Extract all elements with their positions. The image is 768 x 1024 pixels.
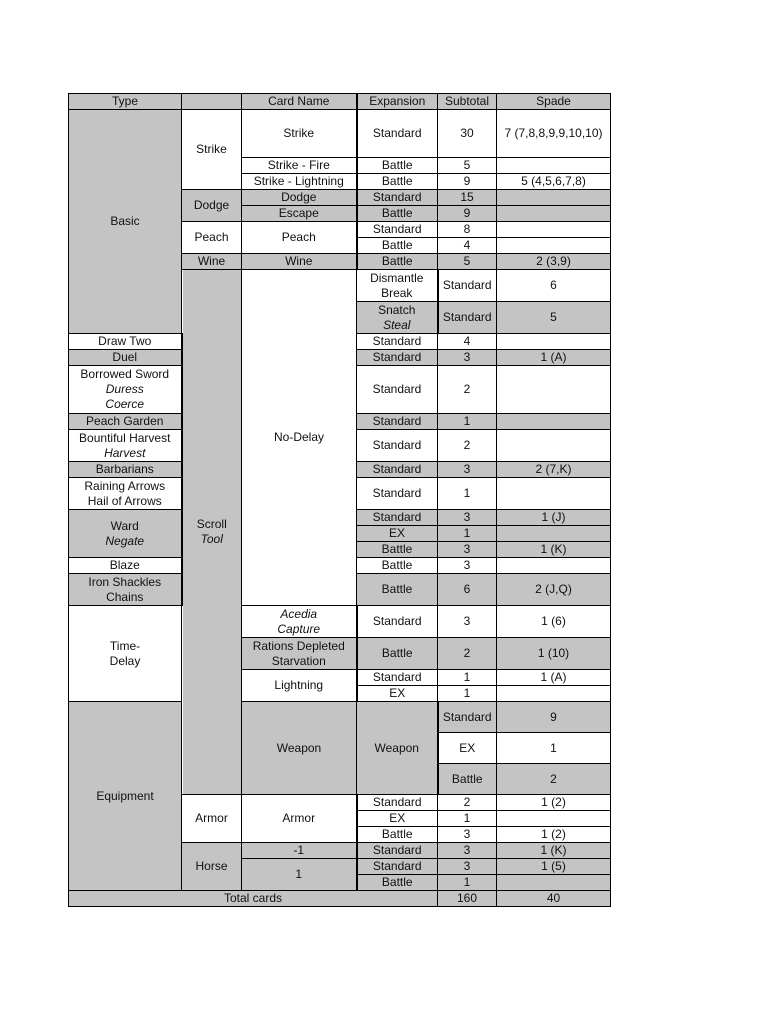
cell-text: Escape	[278, 206, 319, 220]
table-cell	[357, 574, 438, 606]
cell-text: Standard	[372, 190, 422, 204]
cell-text: Battle	[381, 582, 413, 596]
header-expansion: Expansion	[357, 94, 438, 110]
cell-text: Standard	[372, 334, 422, 348]
cell-text: 5	[550, 310, 557, 324]
table-cell	[357, 526, 438, 542]
table-cell	[438, 638, 497, 670]
cell-text: Strike	[283, 126, 315, 140]
cell-text: 3	[463, 614, 471, 628]
cell-text: Wine	[285, 254, 313, 268]
table-cell	[357, 158, 438, 174]
cell-text: Battle	[381, 238, 413, 252]
table-cell	[69, 462, 182, 478]
table-cell	[497, 526, 611, 542]
cell-text: 1 (2)	[541, 827, 566, 841]
cell-text: Standard	[372, 510, 422, 524]
cell-text: 3	[463, 843, 471, 857]
table-cell	[69, 366, 182, 414]
table-cell	[438, 350, 497, 366]
cell-text: EX	[388, 526, 405, 540]
cell-text: Battle	[381, 174, 413, 188]
table-cell	[497, 350, 611, 366]
header-type: Type	[69, 94, 182, 110]
cell-text: Peach	[194, 230, 229, 244]
table-cell	[242, 270, 357, 606]
cell-text: Standard	[372, 859, 422, 873]
table-cell	[357, 238, 438, 254]
total-subtotal: 160	[438, 891, 497, 907]
table-cell	[242, 843, 357, 859]
table-cell	[357, 190, 438, 206]
cell-text: Tool	[200, 532, 223, 546]
cell-text: 3	[463, 462, 471, 476]
cell-text: Standard	[372, 614, 422, 628]
cell-text: EX	[389, 811, 406, 825]
cell-text: 1 (5)	[541, 859, 566, 873]
cell-text: Armor	[195, 811, 228, 825]
cell-text: Battle	[381, 158, 413, 172]
cell-text: Draw Two	[98, 334, 152, 348]
table-cell	[438, 606, 497, 638]
table-cell	[497, 190, 611, 206]
cell-text: 6	[463, 582, 471, 596]
table-cell	[497, 270, 611, 302]
table-cell	[438, 859, 497, 875]
cell-text: 2 (7,K)	[535, 462, 572, 476]
table-cell	[497, 638, 611, 670]
table-cell	[357, 843, 438, 859]
cell-text: Snatch	[378, 302, 416, 317]
table-cell	[357, 510, 438, 526]
header-subtotal: Subtotal	[438, 94, 497, 110]
table-cell	[497, 542, 611, 558]
cell-text: Battle	[381, 875, 413, 889]
cell-text: Horse	[195, 859, 228, 873]
table-cell	[357, 110, 438, 158]
cell-text: Standard	[442, 310, 492, 324]
table-cell	[438, 190, 497, 206]
cell-text: Scroll	[196, 517, 227, 531]
table-cell	[497, 478, 611, 510]
cell-text: Standard	[372, 350, 422, 364]
table-cell	[497, 462, 611, 478]
cell-text: 2	[463, 438, 471, 452]
cell-text: 2	[463, 646, 471, 660]
cell-text: Standard	[372, 843, 422, 857]
table-cell	[69, 430, 182, 462]
table-cell	[69, 558, 182, 574]
table-cell	[182, 795, 242, 843]
table-cell	[438, 270, 497, 302]
table-cell	[438, 526, 497, 542]
cell-text: Dodge	[281, 190, 317, 204]
table-cell	[497, 702, 611, 733]
table-cell	[242, 190, 357, 206]
cell-text: 1	[463, 686, 471, 700]
cell-text: 1 (10)	[537, 646, 570, 660]
table-cell	[357, 542, 438, 558]
cell-text: 4	[463, 238, 471, 252]
cell-text: 3	[463, 859, 471, 873]
table-cell	[438, 158, 497, 174]
table-cell	[69, 350, 182, 366]
table-cell	[242, 254, 357, 270]
table-cell	[497, 795, 611, 811]
cell-text: Battle	[381, 558, 413, 572]
cell-text: 1	[463, 526, 471, 540]
table-cell	[438, 542, 497, 558]
table-cell	[497, 574, 611, 606]
cell-text: Capture	[277, 621, 321, 636]
table-cell	[497, 174, 611, 190]
cell-text: 1 (J)	[541, 510, 566, 524]
table-cell	[438, 302, 497, 334]
table-cell	[182, 222, 242, 254]
cell-text: Delay	[109, 653, 141, 668]
table-cell	[242, 606, 357, 638]
cell-text: 1	[463, 414, 471, 428]
table-cell	[242, 174, 357, 190]
cell-text: 5 (4,5,6,7,8)	[521, 174, 586, 188]
table-cell	[242, 110, 357, 158]
cell-text: 1	[463, 670, 471, 684]
table-cell	[497, 733, 611, 764]
cell-text: Steal	[383, 317, 411, 332]
table-cell	[357, 859, 438, 875]
table-cell	[497, 334, 611, 350]
table-cell	[242, 795, 357, 843]
cell-text: No-Delay	[273, 430, 324, 444]
table-cell	[438, 574, 497, 606]
cell-text: 9	[550, 709, 557, 724]
cell-text: 1 (K)	[540, 542, 567, 556]
cell-text: Harvest	[104, 445, 146, 460]
cell-text: Standard	[372, 126, 422, 140]
cell-text: 2 (J,Q)	[535, 582, 572, 596]
table-cell	[69, 334, 182, 350]
table-cell	[497, 606, 611, 638]
cell-text: Standard	[372, 438, 422, 452]
cell-text: Hail of Arrows	[87, 493, 162, 508]
cell-text: 5	[463, 158, 471, 172]
cell-text: 1	[463, 486, 471, 500]
cell-text: 2	[550, 771, 557, 786]
table-cell	[69, 606, 182, 702]
cell-text: 3	[463, 558, 471, 572]
table-cell	[69, 574, 182, 606]
cell-text: Standard	[372, 222, 422, 236]
table-cell	[497, 110, 611, 158]
cell-text: Negate	[105, 533, 145, 548]
cell-text: Chains	[106, 589, 144, 604]
cell-text: Coerce	[105, 397, 145, 411]
cell-text: 2 (3,9)	[536, 254, 571, 268]
table-cell	[497, 302, 611, 334]
cell-text: Break	[381, 285, 413, 300]
cell-text: 1	[295, 867, 303, 881]
cell-text: Basic	[110, 214, 140, 228]
cell-text: Standard	[372, 795, 422, 809]
table-cell	[357, 414, 438, 430]
cell-text: Standard	[442, 278, 492, 292]
cell-text: Standard	[442, 709, 492, 724]
table-cell	[357, 558, 438, 574]
cell-text: Blaze	[109, 558, 140, 572]
card-distribution-table	[68, 93, 611, 907]
cell-text: 7 (7,8,8,9,9,10,10)	[504, 126, 603, 140]
table-cell	[438, 795, 497, 811]
cell-text: 2	[463, 795, 471, 809]
table-cell	[357, 811, 438, 827]
cell-text: 1 (K)	[540, 843, 567, 857]
cell-text: 1 (A)	[540, 350, 567, 364]
table-cell	[438, 764, 497, 795]
cell-text: Iron Shackles	[88, 574, 162, 589]
table-row	[69, 606, 611, 638]
table-cell	[438, 462, 497, 478]
cell-text: -1	[293, 843, 305, 857]
cell-text: Raining Arrows	[84, 478, 166, 493]
cell-text: 3	[463, 350, 471, 364]
header-card-name: Card Name	[242, 94, 357, 110]
table-cell	[357, 254, 438, 270]
table-cell	[357, 462, 438, 478]
table-cell	[242, 206, 357, 222]
cell-text: 1 (A)	[540, 670, 567, 684]
table-cell	[69, 110, 182, 334]
table-cell	[357, 875, 438, 891]
cell-text: Standard	[372, 462, 422, 476]
table-cell	[182, 254, 242, 270]
table-cell	[438, 702, 497, 733]
cell-text: Standard	[372, 382, 422, 396]
cell-text: 9	[463, 206, 471, 220]
table-cell	[357, 174, 438, 190]
cell-text: Strike - Fire	[267, 158, 330, 172]
cell-text: 3	[463, 542, 471, 556]
table-cell	[438, 174, 497, 190]
table-cell	[438, 510, 497, 526]
cell-text: Armor	[282, 811, 316, 825]
table-cell	[182, 190, 242, 222]
cell-text: Ward	[110, 518, 139, 533]
table-cell	[497, 558, 611, 574]
table-cell	[497, 430, 611, 462]
cell-text: Rations Depleted	[252, 638, 345, 653]
cell-text: 1	[463, 875, 471, 889]
cell-text: 1	[550, 740, 557, 755]
cell-text: Dismantle	[370, 270, 424, 285]
cell-text: Battle	[381, 206, 413, 220]
cell-text: Standard	[372, 486, 422, 500]
table-cell	[357, 334, 438, 350]
table-cell	[497, 366, 611, 414]
cell-text: Borrowed Sword	[80, 367, 170, 381]
table-cell	[497, 158, 611, 174]
table-cell	[438, 414, 497, 430]
table-cell	[357, 222, 438, 238]
table-cell	[497, 510, 611, 526]
cell-text: Barbarians	[95, 462, 154, 476]
cell-text: Time-	[109, 638, 141, 653]
cell-text: 4	[463, 334, 471, 348]
cell-text: Weapon	[276, 740, 322, 755]
table-cell	[497, 859, 611, 875]
total-label: Total cards	[69, 891, 438, 907]
table-cell	[438, 238, 497, 254]
table-cell	[497, 670, 611, 686]
cell-text: 3	[463, 510, 471, 524]
cell-text: Battle	[381, 542, 413, 556]
table-cell	[438, 670, 497, 686]
cell-text: Dodge	[193, 198, 230, 212]
table-cell	[438, 686, 497, 702]
cell-text: Duel	[112, 350, 138, 364]
cell-text: Acedia	[280, 606, 318, 621]
table-cell	[438, 110, 497, 158]
table-cell	[182, 843, 242, 891]
cell-text: 5	[463, 254, 471, 268]
cell-text: EX	[459, 740, 476, 755]
cell-text: Starvation	[271, 653, 326, 668]
cell-text: 6	[550, 278, 557, 292]
table-cell	[69, 414, 182, 430]
table-cell	[357, 670, 438, 686]
table-cell	[497, 875, 611, 891]
cell-text: Strike - Lightning	[253, 174, 344, 188]
table-cell	[438, 222, 497, 238]
table-cell	[357, 478, 438, 510]
table-cell	[438, 254, 497, 270]
cell-text: EX	[389, 686, 406, 700]
table-cell	[438, 811, 497, 827]
cell-text: Lightning	[274, 678, 324, 692]
table-cell	[357, 795, 438, 811]
table-cell	[357, 827, 438, 843]
table-cell	[438, 875, 497, 891]
table-cell	[357, 206, 438, 222]
table-cell	[357, 638, 438, 670]
table-cell	[497, 827, 611, 843]
total-row	[69, 891, 611, 907]
table-cell	[438, 843, 497, 859]
table-cell	[497, 764, 611, 795]
header-spade: Spade	[497, 94, 611, 110]
cell-text: 2	[463, 382, 471, 396]
table-cell	[438, 478, 497, 510]
table-cell	[497, 686, 611, 702]
cell-text: Battle	[381, 827, 413, 841]
cell-text: 15	[460, 190, 474, 204]
table-cell	[497, 254, 611, 270]
table-cell	[242, 702, 357, 795]
cell-text: 3	[463, 827, 471, 841]
table-cell	[357, 302, 438, 334]
table-body	[69, 110, 611, 891]
table-cell	[69, 702, 182, 891]
cell-text: Standard	[372, 670, 422, 684]
table-cell	[438, 334, 497, 350]
table-cell	[438, 430, 497, 462]
table-cell	[182, 110, 242, 190]
table-cell	[438, 366, 497, 414]
table-cell	[357, 270, 438, 302]
cell-text: 1 (6)	[541, 614, 566, 628]
cell-text: 1 (2)	[541, 795, 566, 809]
table-cell	[357, 686, 438, 702]
header-row	[69, 94, 611, 110]
table-cell	[438, 206, 497, 222]
table-cell	[357, 350, 438, 366]
cell-text: Duress	[105, 382, 144, 396]
cell-text: 8	[463, 222, 471, 236]
cell-text: Battle	[381, 254, 413, 268]
table-cell	[497, 222, 611, 238]
cell-text: Equipment	[96, 788, 154, 803]
table-cell	[497, 206, 611, 222]
table-cell	[242, 638, 357, 670]
table-cell	[182, 270, 242, 795]
table-cell	[438, 558, 497, 574]
table-cell	[497, 811, 611, 827]
cell-text: Peach	[281, 230, 316, 244]
cell-text: Weapon	[374, 740, 419, 755]
cell-text: Battle	[451, 771, 483, 786]
cell-text: Peach Garden	[86, 414, 164, 428]
cell-text: Standard	[372, 414, 422, 428]
table-cell	[497, 414, 611, 430]
cell-text: Battle	[381, 646, 413, 660]
header-subtype	[182, 94, 242, 110]
table-row	[69, 110, 611, 158]
table-cell	[242, 670, 357, 702]
table-cell	[242, 859, 357, 891]
cell-text: Bountiful Harvest	[79, 430, 171, 445]
cell-text: Wine	[197, 254, 226, 268]
total-spade: 40	[497, 891, 611, 907]
cell-text: 1	[463, 811, 471, 825]
table-row	[69, 702, 611, 733]
table-cell	[438, 827, 497, 843]
table-cell	[357, 702, 438, 795]
table-cell	[242, 158, 357, 174]
table-cell	[242, 222, 357, 254]
cell-text: 30	[460, 126, 474, 140]
table-cell	[357, 366, 438, 414]
table-cell	[69, 510, 182, 558]
cell-text: 9	[463, 174, 471, 188]
table-cell	[497, 843, 611, 859]
table-cell	[357, 606, 438, 638]
table-cell	[69, 478, 182, 510]
table-cell	[438, 733, 497, 764]
table-cell	[497, 238, 611, 254]
cell-text: Strike	[196, 142, 227, 156]
table-cell	[357, 430, 438, 462]
